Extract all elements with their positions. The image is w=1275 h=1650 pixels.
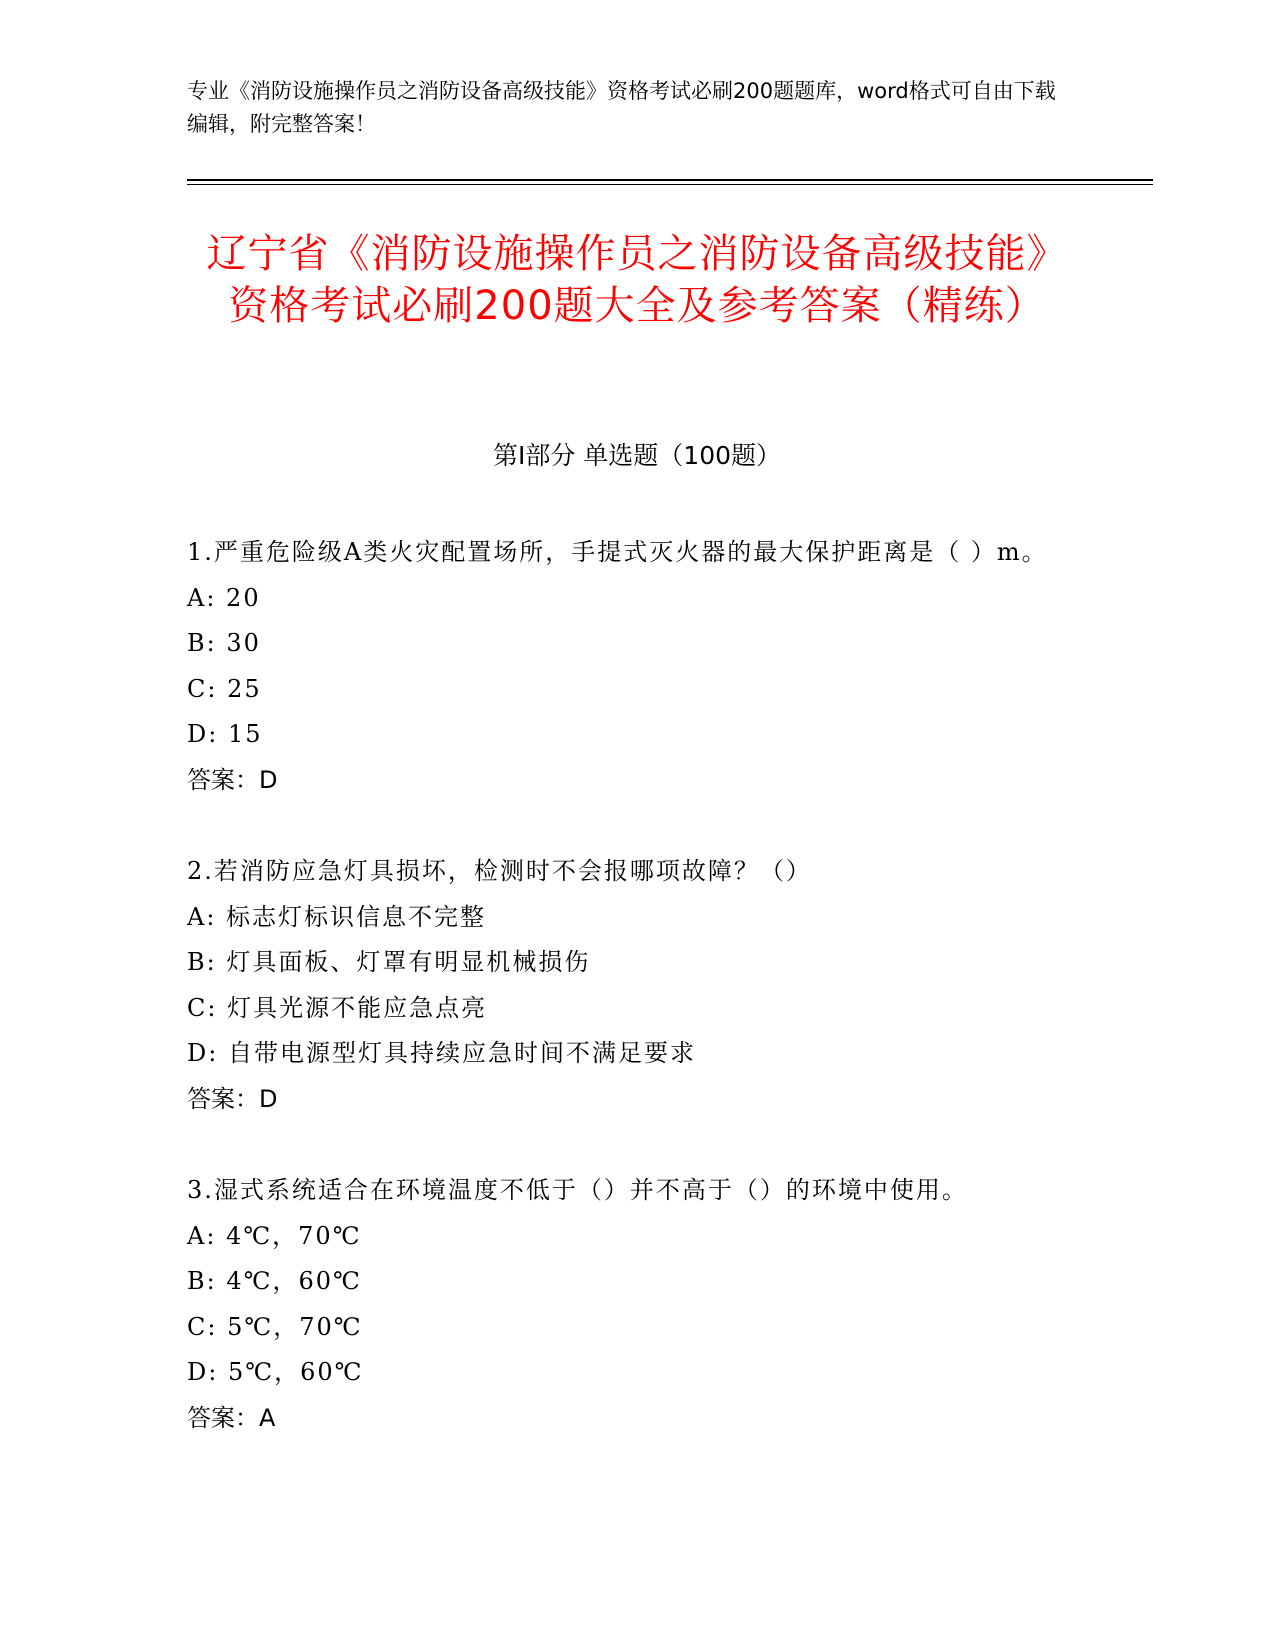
option-d: D: 5℃，60℃ [187, 1358, 364, 1386]
option-a: A: 4℃，70℃ [187, 1221, 362, 1250]
answer: 答案：A [187, 1403, 276, 1432]
header-divider [187, 179, 1153, 181]
header-note: 专业《消防设施操作员之消防设备高级技能》资格考试必刷200题题库，word格式可自由下载编辑，附完整答案！ [187, 79, 1056, 136]
option-c: C: 25 [187, 674, 262, 703]
option-b: B: 30 [187, 629, 261, 657]
header-divider-thin [187, 184, 1153, 185]
question-stem: 1.严重危险级A类火灾配置场所，手提式灭火器的最大保护距离是（ ）m。 [187, 538, 1048, 566]
option-d: D: 15 [187, 720, 263, 748]
question-2 [187, 849, 1087, 1122]
option-a: A: 20 [187, 583, 261, 612]
option-d: D: 自带电源型灯具持续应急时间不满足要求 [187, 1039, 696, 1067]
question-1 [187, 530, 1087, 803]
question-list [187, 530, 1087, 1487]
option-b: B: 灯具面板、灯罩有明显机械损伤 [187, 948, 591, 976]
question-stem: 3.湿式系统适合在环境温度不低于（）并不高于（）的环境中使用。 [187, 1176, 968, 1204]
option-c: C: 5℃，70℃ [187, 1312, 363, 1341]
answer: 答案：D [187, 765, 278, 794]
document-title: 辽宁省《消防设施操作员之消防设备高级技能》资格考试必刷200题大全及参考答案（精练） [206, 231, 1068, 329]
question-stem: 2.若消防应急灯具损坏，检测时不会报哪项故障？（） [187, 857, 812, 885]
option-b: B: 4℃，60℃ [187, 1267, 362, 1295]
option-a: A: 标志灯标识信息不完整 [187, 902, 487, 931]
question-3 [187, 1168, 1087, 1441]
option-c: C: 灯具光源不能应急点亮 [187, 993, 488, 1022]
answer: 答案：D [187, 1084, 278, 1113]
section-heading: 第I部分 单选题（100题） [492, 441, 782, 470]
